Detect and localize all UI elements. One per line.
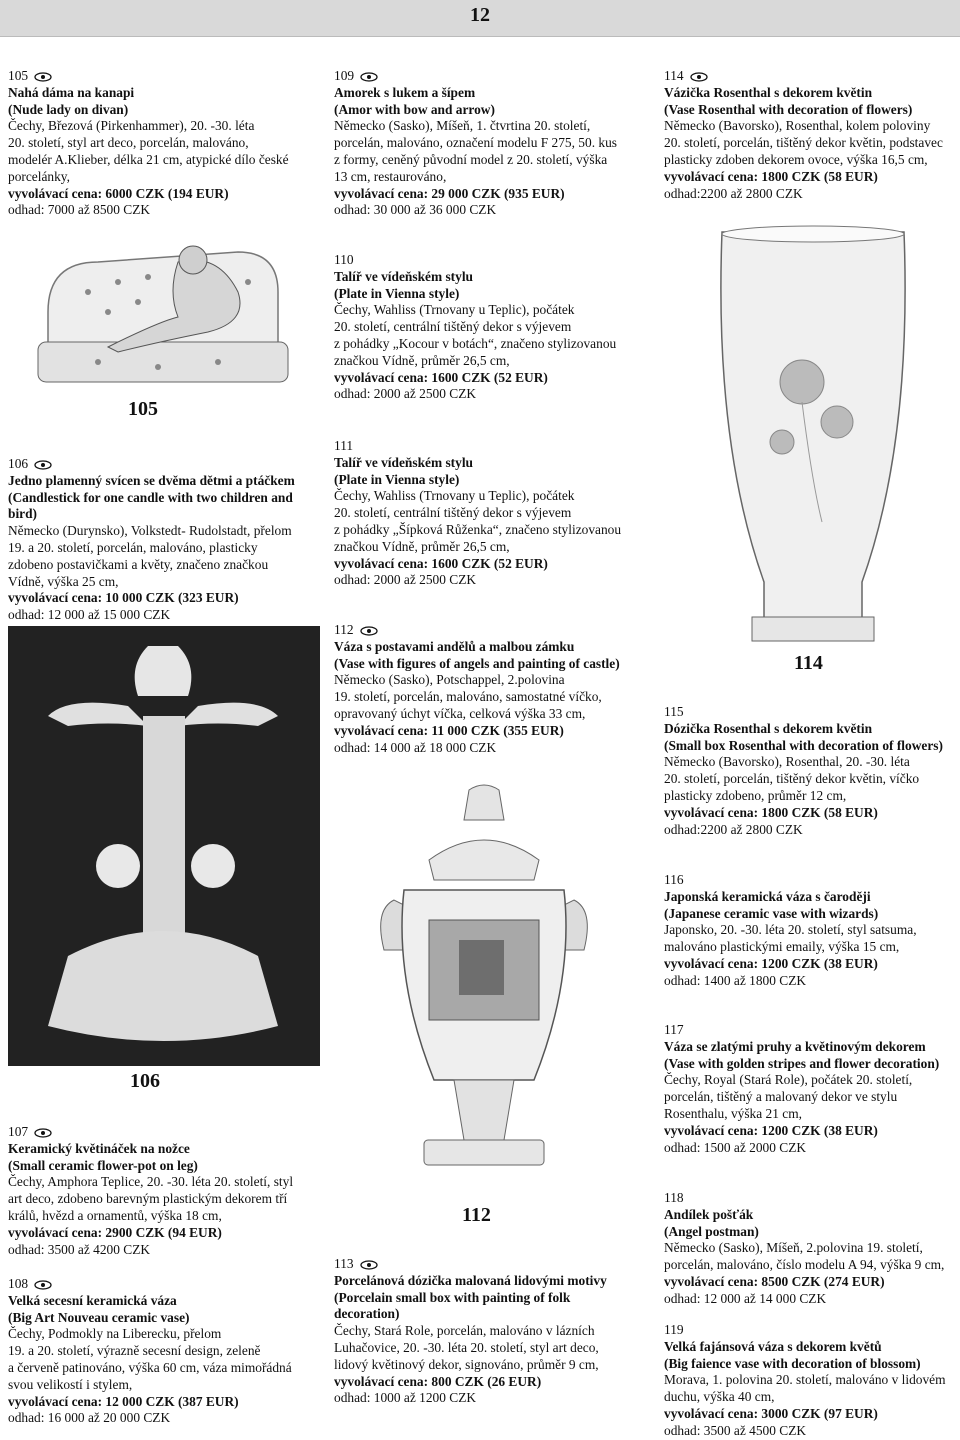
lot-desc-line: 20. století, porcelán, tištěný dekor květin, víčko [664, 771, 920, 787]
lot-105 [8, 68, 289, 219]
lot-title: Velká secesní keramická váza [8, 1292, 177, 1308]
lot-113 [334, 1256, 607, 1407]
lot-number: 112 [334, 622, 354, 637]
lot-desc-line: značkou Vídně, průměr 26,5 cm, [334, 538, 510, 554]
lot-desc-line: z pohádky „Kocour v botách“, značeno stylizovanou [334, 335, 617, 351]
lot-desc-line: Luhačovice, 20. -30. léta 20. století, styl art deco, [334, 1339, 599, 1355]
lot-subtitle: (Nude lady on divan) [8, 101, 129, 117]
lot-estimate: odhad: 14 000 až 18 000 CZK [334, 739, 497, 755]
lot-111 [334, 438, 621, 589]
lot-subtitle-cont: decoration) [334, 1306, 400, 1322]
lot-desc-line: 19. a 20. století, porcelán, malováno, plasticky [8, 539, 258, 555]
lot-number: 106 [8, 456, 29, 471]
lot-estimate: odhad: 3500 až 4500 CZK [664, 1422, 807, 1438]
lot-112 [334, 622, 620, 756]
lot-title: Velká fajánsová váza s dekorem květů [664, 1338, 882, 1354]
lot-number: 114 [664, 68, 684, 83]
lot-desc-line: značkou Vídně, průměr 26,5 cm, [334, 352, 510, 368]
lot-price: vyvolávací cena: 11 000 CZK (355 EUR) [334, 722, 564, 738]
lot-desc-line: z pohádky „Šípková Růženka“, značeno stylizovanou [334, 521, 622, 537]
eye-icon [360, 72, 378, 82]
lot-estimate: odhad: 1400 až 1800 CZK [664, 972, 807, 988]
lot-desc-line: Čechy, Podmokly na Liberecku, přelom [8, 1326, 222, 1342]
lot-estimate: odhad: 16 000 až 20 000 CZK [8, 1410, 171, 1426]
lot-estimate: odhad: 1000 až 1200 CZK [334, 1390, 477, 1406]
lot-desc-line: Německo (Bavorsko), Rosenthal, 20. -30. léta [664, 754, 910, 770]
lot-subtitle: (Plate in Vienna style) [334, 471, 460, 487]
lot-desc-line: zdobeno postavičkami a květy, značeno značkou [8, 556, 269, 572]
lot-subtitle: (Porcelain small box with painting of folk [334, 1289, 571, 1305]
photo-lot-112 [334, 780, 634, 1200]
lot-subtitle: (Small box Rosenthal with decoration of flowers) [664, 737, 943, 753]
lot-price: vyvolávací cena: 1800 CZK (58 EUR) [664, 168, 878, 184]
lot-desc-line: Německo (Sasko), Potschappel, 2.polovina [334, 672, 565, 688]
lot-desc-line: 20. století, porcelán, tištěný dekor květin, podstavec [664, 135, 943, 151]
lot-estimate: odhad: 30 000 až 36 000 CZK [334, 202, 497, 218]
caption-114: 114 [794, 652, 823, 674]
photo-lot-114 [682, 222, 944, 648]
lot-number: 119 [664, 1322, 684, 1337]
lot-number: 118 [664, 1190, 684, 1205]
lot-number: 110 [334, 252, 354, 267]
lot-desc-line: Německo (Sasko), Míšeň, 2.polovina 19. století, [664, 1240, 923, 1256]
lot-desc-line: Rosenthalu, výška 21 cm, [664, 1105, 802, 1121]
lot-subtitle: (Big faience vase with decoration of blossom) [664, 1355, 921, 1371]
lot-title: Vázička Rosenthal s dekorem květin [664, 84, 873, 100]
lot-117 [664, 1022, 939, 1156]
lot-desc-line: 19. a 20. století, výrazně secesní design, zeleně [8, 1343, 261, 1359]
lot-price: vyvolávací cena: 29 000 CZK (935 EUR) [334, 185, 565, 201]
page-number: 12 [470, 4, 490, 26]
lot-116 [664, 872, 917, 990]
lot-desc-line: Japonsko, 20. -30. léta 20. století, styl satsuma, [664, 922, 917, 938]
lot-desc-line: Čechy, Wahliss (Trnovany u Teplic), počátek [334, 488, 575, 504]
lot-title: Jedno plamenný svícen se dvěma dětmi a ptáčkem [8, 472, 295, 488]
eye-icon [360, 1260, 378, 1270]
lot-desc-line: Čechy, Wahliss (Trnovany u Teplic), počátek [334, 302, 575, 318]
lot-desc-line: Čechy, Royal (Stará Role), počátek 20. století, [664, 1072, 913, 1088]
lot-desc-line: modelér A.Klieber, délka 21 cm, atypické dílo české [8, 151, 289, 167]
lot-desc-line: 20. století, centrální tištěný dekor s výjevem [334, 319, 572, 335]
lot-subtitle: (Japanese ceramic vase with wizards) [664, 905, 879, 921]
lot-estimate: odhad: 3500 až 4200 CZK [8, 1241, 151, 1257]
lot-price: vyvolávací cena: 1800 CZK (58 EUR) [664, 804, 878, 820]
lot-109 [334, 68, 617, 219]
lot-price: vyvolávací cena: 12 000 CZK (387 EUR) [8, 1393, 239, 1409]
lot-desc-line: Čechy, Březová (Pirkenhammer), 20. -30. léta [8, 118, 255, 134]
lot-107 [8, 1124, 293, 1258]
lot-106 [8, 456, 295, 624]
lot-desc-line: porcelán, malováno, označení modelu F 275, 50. kus [334, 135, 617, 151]
lot-title: Amorek s lukem a šípem [334, 84, 476, 100]
lot-desc-line: duchu, výška 40 cm, [664, 1389, 775, 1405]
lot-desc-line: plasticky zdoben dekorem ovoce, výška 16,5 cm, [664, 151, 928, 167]
lot-desc-line: 20. století, styl art deco, porcelán, malováno, [8, 135, 249, 151]
lot-subtitle: (Vase with figures of angels and painting of castle) [334, 655, 620, 671]
lot-desc-line: plasticky zdobeno, průměr 12 cm, [664, 787, 847, 803]
lot-108 [8, 1276, 292, 1427]
lot-price: vyvolávací cena: 10 000 CZK (323 EUR) [8, 590, 239, 606]
lot-estimate: odhad: 2000 až 2500 CZK [334, 572, 477, 588]
lot-114 [664, 68, 943, 202]
lot-118 [664, 1190, 944, 1308]
lot-number: 108 [8, 1276, 29, 1291]
lot-desc-line: Německo (Bavorsko), Rosenthal, kolem poloviny [664, 118, 931, 134]
lot-desc-line: malováno plastickými emaily, výška 15 cm, [664, 939, 900, 955]
eye-icon [34, 1280, 52, 1290]
lot-title: Váza s postavami andělů a malbou zámku [334, 638, 575, 654]
lot-subtitle: (Candlestick for one candle with two children and [8, 489, 293, 505]
lot-desc-line: Morava, 1. polovina 20. století, malováno v lidovém [664, 1372, 946, 1388]
caption-105: 105 [128, 398, 158, 420]
lot-title: Váza se zlatými pruhy a květinovým dekorem [664, 1038, 926, 1054]
lot-number: 117 [664, 1022, 684, 1037]
lot-number: 111 [334, 438, 354, 453]
lot-desc-line: Německo (Sasko), Míšeň, 1. čtvrtina 20. století, [334, 118, 591, 134]
photo-lot-106 [8, 626, 320, 1066]
lot-desc-line: Německo (Durynsko), Volkstedt- Rudolstadt, přelom [8, 523, 292, 539]
lot-title: Nahá dáma na kanapi [8, 84, 135, 100]
lot-title: Keramický květináček na nožce [8, 1140, 190, 1156]
lot-subtitle: (Vase Rosenthal with decoration of flowers) [664, 101, 913, 117]
lot-desc-line: z formy, ceněný původní model z 20. století, výška [334, 151, 608, 167]
lot-price: vyvolávací cena: 1200 CZK (38 EUR) [664, 955, 878, 971]
lot-desc-line: 13 cm, restaurováno, [334, 168, 447, 184]
lot-price: vyvolávací cena: 8500 CZK (274 EUR) [664, 1273, 885, 1289]
lot-115 [664, 704, 943, 838]
lot-price: vyvolávací cena: 6000 CZK (194 EUR) [8, 185, 229, 201]
lot-estimate: odhad: 1500 až 2000 CZK [664, 1139, 807, 1155]
lot-estimate: odhad: 12 000 až 14 000 CZK [664, 1290, 827, 1306]
lot-price: vyvolávací cena: 1600 CZK (52 EUR) [334, 555, 548, 571]
lot-desc-line: porcelán, tištěný a malovaný dekor ve stylu [664, 1089, 898, 1105]
lot-desc-line: opravovaný úchyt víčka, celková výška 33 cm, [334, 705, 586, 721]
lot-desc-line: porcelán, malováno, číslo modelu A 94, výška 9 cm, [664, 1257, 945, 1273]
lot-desc-line: 19. století, porcelán, malováno, samostatné víčko, [334, 689, 602, 705]
lot-119 [664, 1322, 946, 1440]
lot-subtitle: (Vase with golden stripes and flower decoration) [664, 1055, 940, 1071]
lot-subtitle: (Angel postman) [664, 1223, 759, 1239]
eye-icon [34, 1128, 52, 1138]
eye-icon [690, 72, 708, 82]
lot-subtitle-cont: bird) [8, 506, 38, 522]
lot-number: 116 [664, 872, 684, 887]
lot-desc-line: lidový květinový dekor, signováno, průměr 9 cm, [334, 1356, 599, 1372]
lot-subtitle: (Small ceramic flower-pot on leg) [8, 1157, 198, 1173]
lot-title: Andílek pošťák [664, 1206, 754, 1222]
lot-price: vyvolávací cena: 800 CZK (26 EUR) [334, 1373, 542, 1389]
lot-110 [334, 252, 616, 403]
lot-estimate: odhad: 7000 až 8500 CZK [8, 202, 151, 218]
lot-estimate: odhad:2200 až 2800 CZK [664, 185, 803, 201]
lot-title: Porcelánová dózička malovaná lidovými motivy [334, 1272, 607, 1288]
lot-desc-line: porcelánky, [8, 168, 70, 184]
lot-subtitle: (Amor with bow and arrow) [334, 101, 495, 117]
lot-price: vyvolávací cena: 2900 CZK (94 EUR) [8, 1224, 222, 1240]
lot-desc-line: 20. století, centrální tištěný dekor s výjevem [334, 505, 572, 521]
lot-number: 109 [334, 68, 355, 83]
lot-number: 113 [334, 1256, 354, 1271]
caption-112: 112 [462, 1204, 491, 1226]
lot-price: vyvolávací cena: 1200 CZK (38 EUR) [664, 1122, 878, 1138]
lot-desc-line: svou velikostí i stylem, [8, 1376, 133, 1392]
lot-price: vyvolávací cena: 1600 CZK (52 EUR) [334, 369, 548, 385]
lot-price: vyvolávací cena: 3000 CZK (97 EUR) [664, 1405, 878, 1421]
lot-title: Dózička Rosenthal s dekorem květin [664, 720, 873, 736]
lot-title: Japonská keramická váza s čaroději [664, 888, 871, 904]
lot-estimate: odhad:2200 až 2800 CZK [664, 821, 803, 837]
lot-title: Talíř ve vídeňském stylu [334, 454, 474, 470]
lot-desc-line: art deco, zdobeno barevným plastickým dekorem tří [8, 1191, 288, 1207]
lot-subtitle: (Plate in Vienna style) [334, 285, 460, 301]
eye-icon [34, 72, 52, 82]
lot-number: 115 [664, 704, 684, 719]
eye-icon [360, 626, 378, 636]
lot-subtitle: (Big Art Nouveau ceramic vase) [8, 1309, 190, 1325]
lot-number: 105 [8, 68, 29, 83]
lot-desc-line: Čechy, Amphora Teplice, 20. -30. léta 20. století, styl [8, 1174, 294, 1190]
photo-lot-105 [8, 222, 292, 402]
caption-106: 106 [130, 1070, 160, 1092]
lot-title: Talíř ve vídeňském stylu [334, 268, 474, 284]
lot-number: 107 [8, 1124, 29, 1139]
eye-icon [34, 460, 52, 470]
lot-desc-line: králů, hvězd a ornamentů, výška 18 cm, [8, 1207, 222, 1223]
lot-desc-line: Vídně, výška 25 cm, [8, 573, 119, 589]
lot-desc-line: a červeně patinováno, výška 60 cm, váza mimořádná [8, 1359, 292, 1375]
lot-estimate: odhad: 2000 až 2500 CZK [334, 386, 477, 402]
lot-desc-line: Čechy, Stará Role, porcelán, malováno v lázních [334, 1323, 595, 1339]
lot-estimate: odhad: 12 000 až 15 000 CZK [8, 607, 171, 623]
